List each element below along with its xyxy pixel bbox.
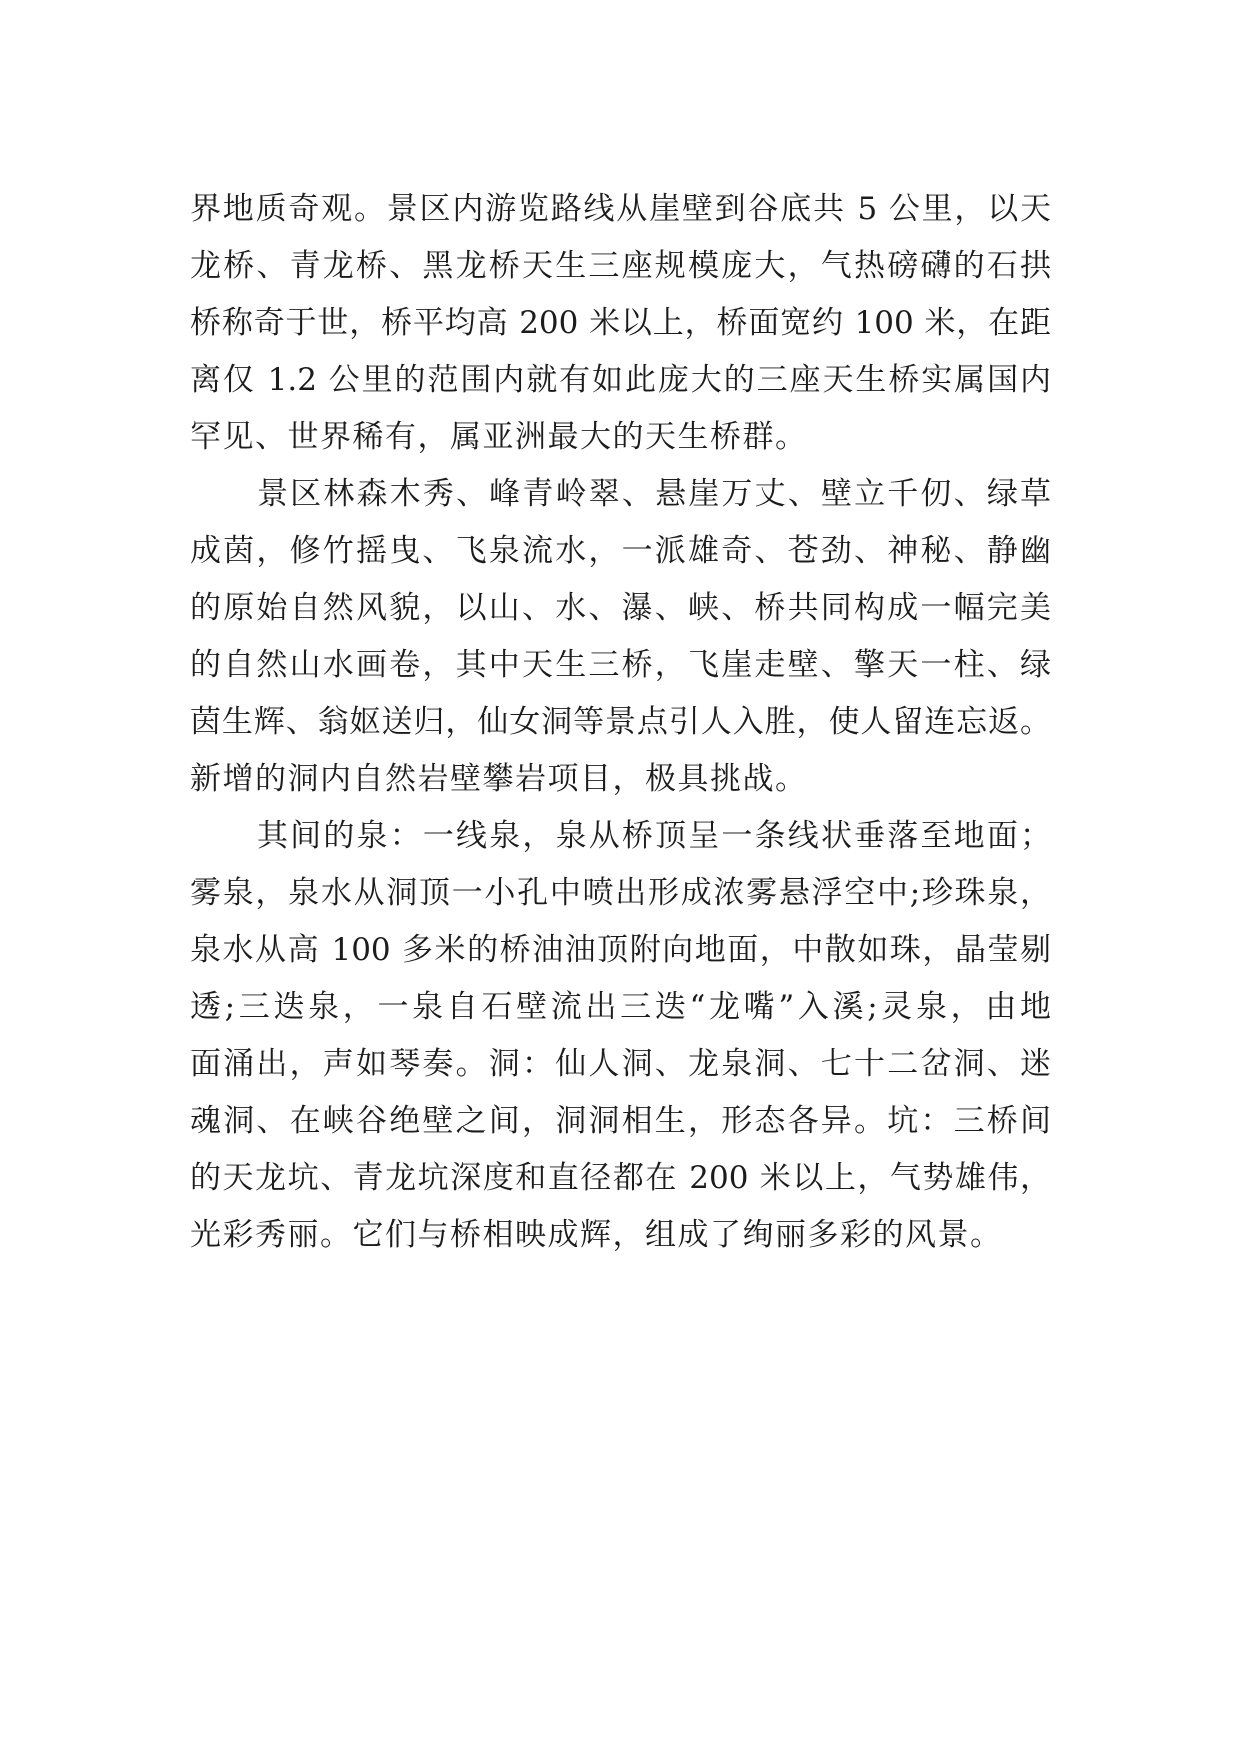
text-line: 景区林森木秀、峰青岭翠、悬崖万丈、壁立千仞、绿草 <box>257 476 1051 512</box>
text-line: 魂洞、在峡谷绝壁之间，洞洞相生，形态各异。坑：三桥间 <box>190 1103 1051 1139</box>
text-line: 光彩秀丽。它们与桥相映成辉，组成了绚丽多彩的风景。 <box>190 1217 1003 1253</box>
text-line: 雾泉，泉水从洞顶一小孔中喷出形成浓雾悬浮空中;珍珠泉， <box>190 875 1051 911</box>
text-line: 的天龙坑、青龙坑深度和直径都在 200 米以上，气势雄伟， <box>190 1160 1051 1196</box>
paragraph-2 <box>190 466 1051 808</box>
text-line: 离仅 1.2 公里的范围内就有如此庞大的三座天生桥实属国内 <box>190 362 1051 398</box>
text-line: 新增的洞内自然岩壁攀岩项目，极具挑战。 <box>190 761 808 797</box>
text-line: 泉水从高 100 多米的桥油油顶附向地面，中散如珠，晶莹剔 <box>190 932 1051 968</box>
paragraph-1 <box>190 181 1051 466</box>
text-line: 面涌出，声如琴奏。洞：仙人洞、龙泉洞、七十二岔洞、迷 <box>190 1046 1051 1082</box>
text-line: 龙桥、青龙桥、黑龙桥天生三座规模庞大，气热磅礴的石拱 <box>190 248 1051 284</box>
document-body <box>190 181 1051 1264</box>
text-line: 罕见、世界稀有，属亚洲最大的天生桥群。 <box>190 419 808 455</box>
paragraph-3 <box>190 808 1051 1264</box>
text-line: 界地质奇观。景区内游览路线从崖壁到谷底共 5 公里，以天 <box>190 191 1051 227</box>
text-line: 成茵，修竹摇曳、飞泉流水，一派雄奇、苍劲、神秘、静幽 <box>190 533 1051 569</box>
text-line: 茵生辉、翁妪送归，仙女洞等景点引人入胜，使人留连忘返。 <box>190 704 1051 740</box>
text-line: 的自然山水画卷，其中天生三桥，飞崖走壁、擎天一柱、绿 <box>190 647 1051 683</box>
text-line: 透;三迭泉，一泉自石壁流出三迭“龙嘴”入溪;灵泉，由地 <box>190 989 1051 1025</box>
text-line: 的原始自然风貌，以山、水、瀑、峡、桥共同构成一幅完美 <box>190 590 1051 626</box>
text-line: 桥称奇于世，桥平均高 200 米以上，桥面宽约 100 米，在距 <box>190 305 1051 341</box>
text-line: 其间的泉：一线泉，泉从桥顶呈一条线状垂落至地面； <box>257 818 1051 854</box>
